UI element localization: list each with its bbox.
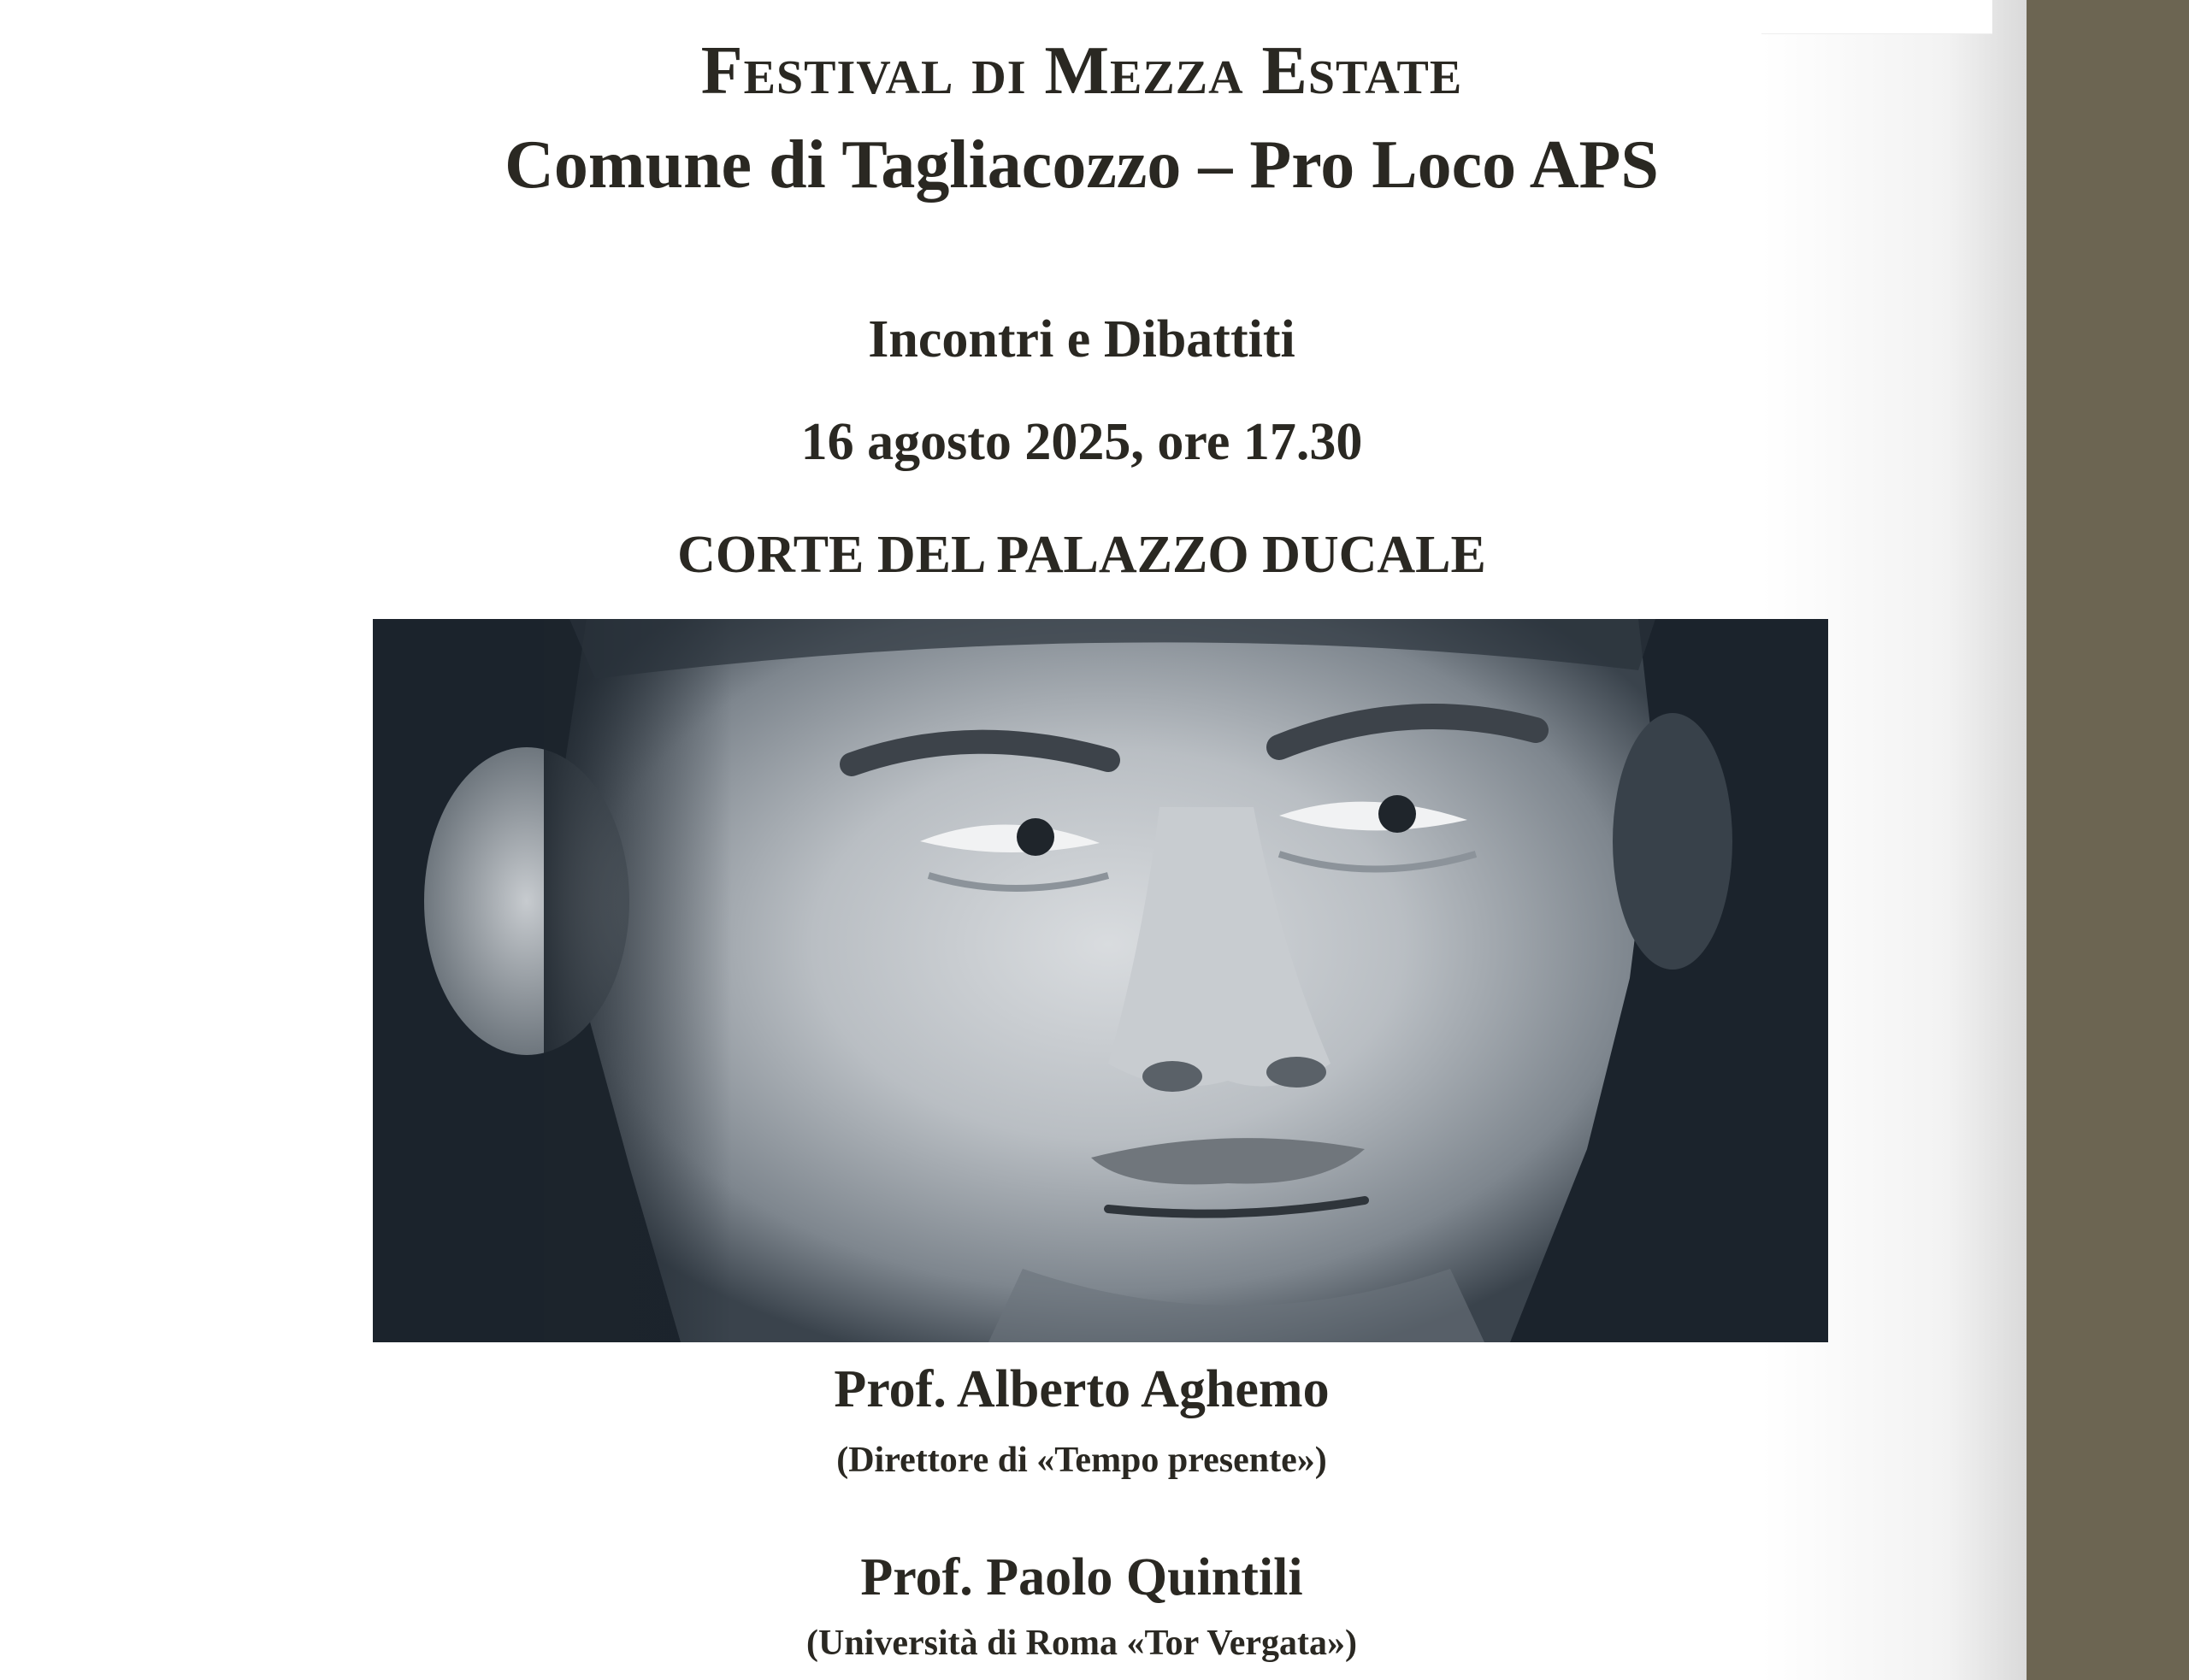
portrait-photo <box>373 619 1828 1342</box>
event-date-time: 16 agosto 2025, ore 17.30 <box>800 413 1363 471</box>
right-side-band <box>2027 0 2189 1680</box>
speaker-name: Prof. Alberto Aghemo <box>834 1360 1330 1418</box>
speaker-affiliation: (Direttore di «Tempo presente») <box>836 1441 1327 1480</box>
speaker-name: Prof. Paolo Quintili <box>860 1548 1303 1606</box>
event-venue: CORTE DEL PALAZZO DUCALE <box>677 526 1486 584</box>
festival-title: Festival di Mezza Estate <box>700 33 1463 109</box>
portrait-illustration <box>373 619 1828 1342</box>
speaker-affiliation: (Università di Roma «Tor Vergata») <box>806 1624 1357 1663</box>
top-strip <box>1761 0 1992 34</box>
organizers-line: Comune di Tagliacozzo – Pro Loco APS <box>504 127 1659 203</box>
series-title: Incontri e Dibattiti <box>868 310 1295 368</box>
